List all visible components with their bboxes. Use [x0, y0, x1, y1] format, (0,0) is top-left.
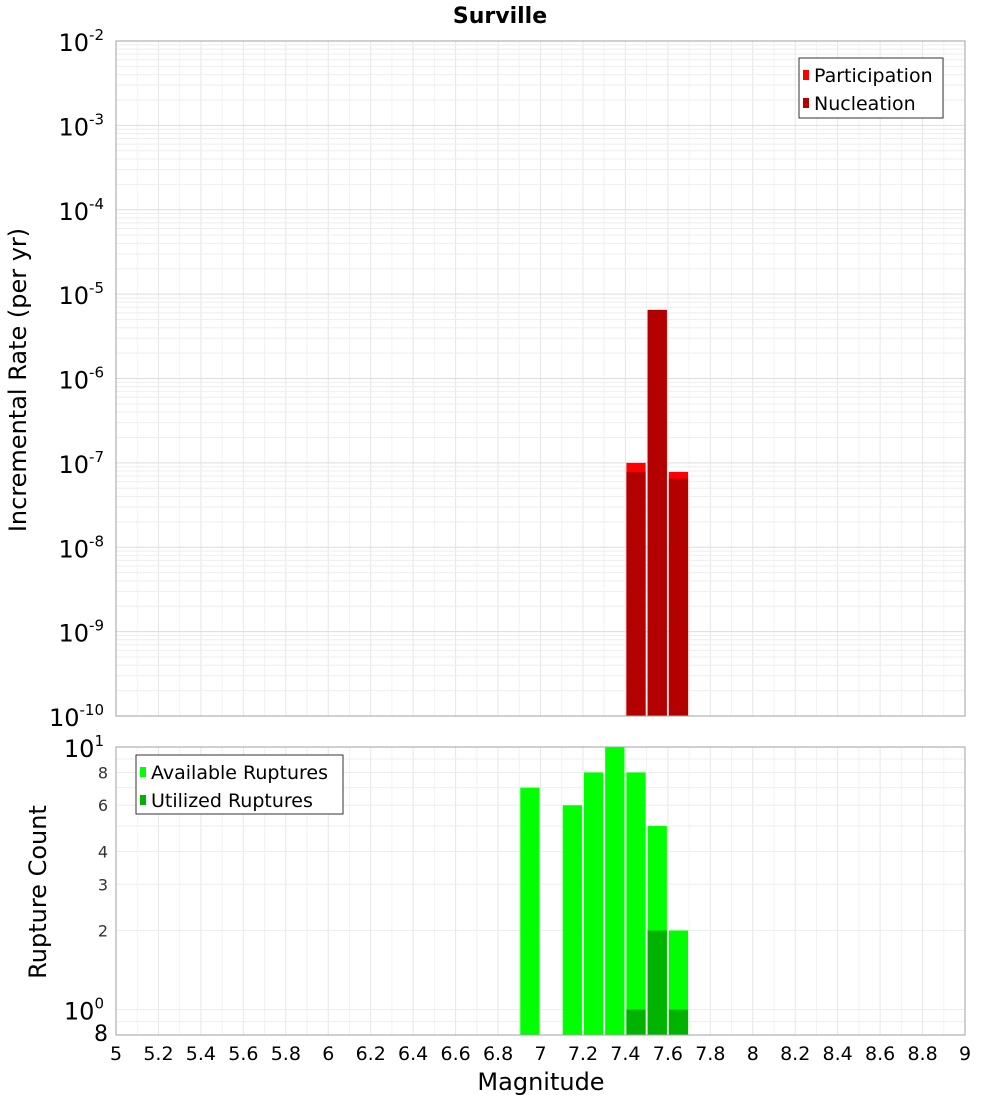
count-bar-secondary — [669, 1010, 688, 1035]
chart-title: Surville — [452, 4, 548, 29]
top-y-tick-label: $10^{-10}$ — [48, 701, 104, 732]
top-y-tick-label: $10^{-5}$ — [58, 279, 104, 311]
x-tick-label: 6.6 — [440, 1043, 471, 1065]
bottom-y-axis-title: Rupture Count — [24, 805, 52, 979]
x-tick-label: 7.2 — [567, 1043, 599, 1065]
x-tick-label: 5.8 — [270, 1043, 301, 1065]
bottom-y-tick-label: 2 — [97, 921, 108, 941]
top-y-tick-label: $10^{-9}$ — [58, 616, 104, 648]
count-bar-primary — [584, 772, 603, 1035]
x-tick-label: 6.8 — [482, 1043, 514, 1065]
x-tick-label: 8.8 — [907, 1043, 938, 1065]
x-tick-label: 8 — [746, 1043, 759, 1065]
top-legend-label: Nucleation — [814, 93, 916, 115]
top-legend-label: Participation — [814, 65, 933, 87]
rate-bar-secondary — [648, 310, 667, 716]
top-y-tick-label: $10^{-4}$ — [58, 194, 104, 226]
x-tick-label: 5 — [109, 1043, 123, 1065]
bottom-y-tick-label: 6 — [97, 796, 108, 816]
bottom-legend-swatch — [140, 795, 146, 805]
x-tick-label: 6 — [322, 1043, 335, 1065]
count-bar-primary — [563, 805, 582, 1035]
x-tick-label: 8.4 — [822, 1043, 853, 1065]
bottom-y-tick-label: $10^0$ — [63, 994, 104, 1026]
x-tick-label: 7.6 — [652, 1043, 683, 1065]
top-legend-swatch — [803, 98, 809, 108]
x-tick-label: 7 — [534, 1043, 547, 1065]
top-y-tick-label: $10^{-8}$ — [58, 532, 104, 564]
top-legend-swatch — [803, 70, 809, 80]
count-bar-primary — [626, 772, 645, 1035]
x-axis-title: Magnitude — [477, 1068, 605, 1096]
count-bar-primary — [520, 788, 539, 1035]
x-tick-label: 7.8 — [695, 1043, 726, 1065]
top-y-tick-label: $10^{-6}$ — [58, 363, 104, 395]
x-tick-label: 5.6 — [228, 1043, 259, 1065]
top-y-tick-label: $10^{-7}$ — [58, 447, 104, 479]
bottom-y-tick-label: 8 — [97, 763, 108, 783]
bottom-y-tick-label: 4 — [97, 842, 108, 862]
plot-layer — [49, 26, 971, 1065]
bottom-legend-label: Utilized Ruptures — [151, 790, 313, 812]
bottom-y-tick-label: $10^1$ — [63, 732, 104, 763]
bottom-y-tick-label: 3 — [97, 875, 108, 895]
x-tick-label: 8.6 — [864, 1043, 896, 1065]
count-bar-secondary — [648, 931, 667, 1035]
x-tick-label: 8.2 — [780, 1043, 811, 1065]
count-bar-secondary — [626, 1010, 645, 1035]
x-tick-label: 9 — [958, 1043, 972, 1065]
x-tick-label: 6.4 — [398, 1043, 429, 1065]
top-y-axis-title: Incremental Rate (per yr) — [4, 227, 32, 533]
x-tick-label: 5.4 — [185, 1043, 217, 1065]
top-y-tick-label: $10^{-2}$ — [58, 26, 104, 57]
rate-bar-secondary — [669, 479, 688, 716]
rate-bar-secondary — [626, 472, 645, 716]
count-bar-primary — [605, 747, 624, 1035]
bottom-y-tick-label: 8 — [94, 1022, 108, 1047]
x-tick-label: 7.4 — [610, 1043, 641, 1065]
x-tick-label: 5.2 — [143, 1043, 174, 1065]
x-tick-label: 6.2 — [355, 1043, 386, 1065]
bottom-legend-swatch — [140, 767, 146, 777]
bottom-legend-label: Available Ruptures — [151, 762, 328, 784]
top-y-tick-label: $10^{-3}$ — [58, 110, 104, 142]
